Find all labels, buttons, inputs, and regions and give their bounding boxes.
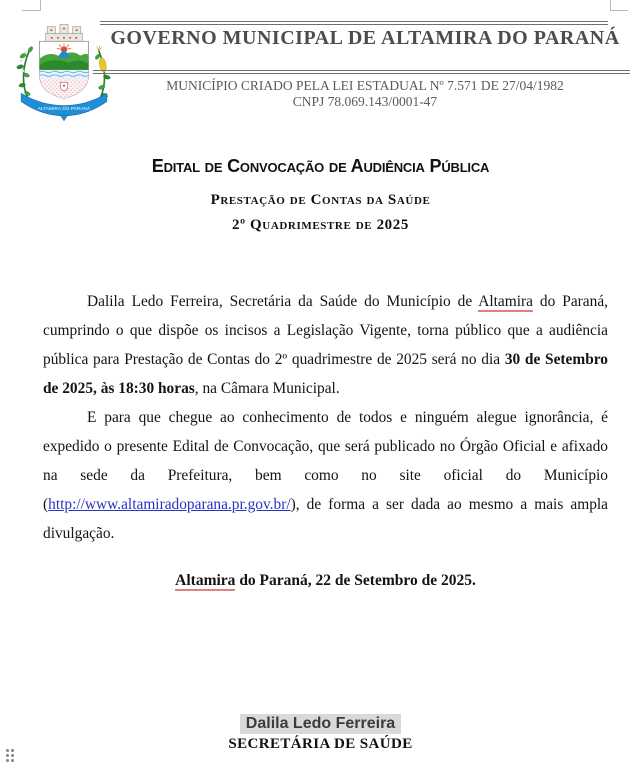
paragraph-1-text-2: do Paraná, cumprindo o que dispõe os incisos a Legislação Vigente, torna público que a audiência pública para Prestação de Contas do 2º quadrimestre de 2025 será no dia: [43, 293, 608, 368]
edital-subtitle-2: 2º Quadrimestre de 2025: [232, 217, 409, 233]
drag-handle-icon[interactable]: [6, 749, 14, 762]
crest-banner-text: ALTAMIRA DO PARANÁ: [37, 106, 91, 112]
mural-crown-icon: [46, 25, 83, 43]
meeting-datetime-bold: 30 de Setembro de 2025, às 18:30 horas: [43, 351, 608, 397]
header-org-title: GOVERNO MUNICIPAL DE ALTAMIRA DO PARANÁ: [110, 27, 620, 49]
document-body: [43, 287, 608, 548]
paragraph-1-text: Dalila Ledo Ferreira, Secretária da Saúde do Município de: [87, 293, 479, 310]
dateline-text: do Paraná, 22 de Setembro de 2025.: [235, 572, 476, 589]
text-boundary-corner-top-right: [610, 0, 628, 11]
crest-left-branch: [16, 46, 33, 100]
signature-block: [0, 714, 641, 753]
paragraph-1-text-3: , na Câmara Municipal.: [194, 380, 340, 397]
header-cnpj-line: CNPJ 78.069.143/0001-47: [292, 93, 438, 109]
edital-title: Edital de Convocação de Audiência Pública: [151, 156, 490, 176]
dateline: [43, 572, 608, 590]
header-subtitle: [100, 78, 630, 109]
header-double-rule-top: [100, 21, 608, 25]
paragraph-2-text: E para que chegue ao conhecimento de todos e ninguém alegue ignorância, é expedido o presente Edital de Convocação, que será publicado no Órgão Oficial e afixado na sede da Prefeitura, bem como no site oficial do Município (: [43, 409, 608, 513]
paragraph-2: [43, 403, 608, 548]
paragraph-2-text-2: ), de forma a ser dada ao mesmo a mais ampla divulgação.: [43, 496, 608, 542]
edital-subtitle-1: Prestação de Contas da Saúde: [210, 192, 431, 208]
spellcheck-word-altamira-dateline: Altamira: [175, 572, 236, 589]
municipality-website-link[interactable]: http://www.altamiradoparana.pr.gov.br/: [48, 496, 291, 513]
text-boundary-corner-top-left: [22, 0, 41, 11]
signatory-name: Dalila Ledo Ferreira: [240, 714, 401, 734]
paragraph-1: [43, 287, 608, 403]
header-law-line: MUNICÍPIO CRIADO PELA LEI ESTADUAL Nº 7.571 DE 27/04/1982: [166, 78, 564, 93]
spellcheck-word-altamira: Altamira: [478, 293, 533, 310]
signatory-role: SECRETÁRIA DE SAÚDE: [228, 736, 413, 752]
header-double-rule-middle: [93, 70, 630, 74]
